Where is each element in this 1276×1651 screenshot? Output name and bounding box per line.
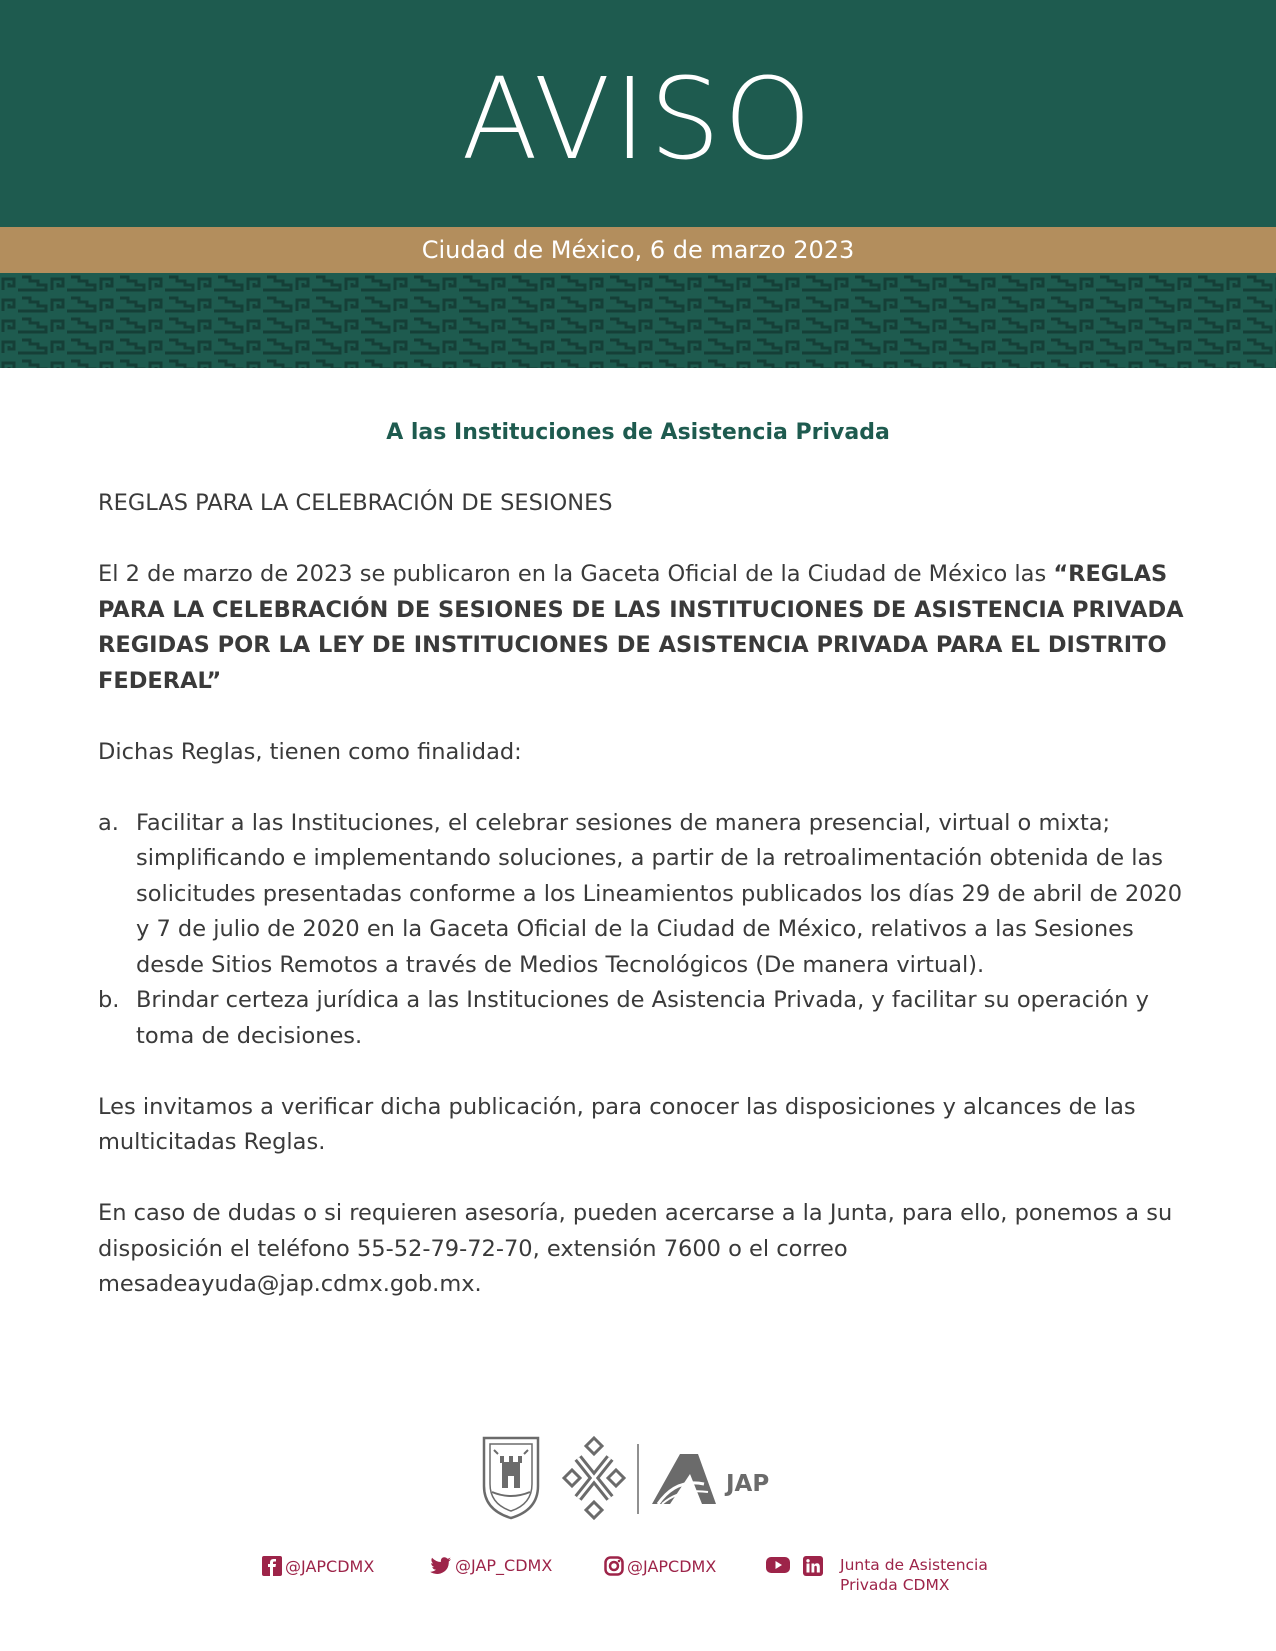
purpose-intro: Dichas Reglas, tienen como finalidad: — [98, 738, 522, 765]
footer-logos — [480, 1434, 820, 1524]
social-facebook[interactable] — [262, 1556, 374, 1576]
intro-text: El 2 de marzo de 2023 se publicaron en la Gaceta Oficial de la Ciudad de México las — [98, 561, 1047, 587]
list-item — [98, 806, 1188, 984]
decorative-pattern — [0, 273, 1276, 368]
social-youtube[interactable] — [766, 1556, 790, 1574]
list-item-text: Brindar certeza jurídica a las Instituciones de Asistencia Privada, y facilitar su operación y toma de decisiones. — [136, 987, 1149, 1049]
list-item — [98, 983, 1188, 1054]
youtube-icon — [766, 1556, 790, 1574]
social-handle: @JAPCDMX — [285, 1556, 375, 1576]
notice-heading: REGLAS PARA LA CELEBRACIÓN DE SESIONES — [98, 490, 613, 516]
social-linkedin[interactable] — [803, 1556, 823, 1576]
twitter-icon — [430, 1557, 452, 1575]
list-marker: b. — [98, 987, 120, 1013]
page-title: AVISO — [461, 55, 815, 185]
organization-name-line1: Junta de Asistencia — [840, 1556, 988, 1574]
rules-title: “REGLAS PARA LA CELEBRACIÓN DE SESIONES DE LAS INSTITUCIONES DE ASISTENCIA PRIVADA REGIDAS POR LA LEY DE INSTITUCIONES DE ASISTENCIA PRIVADA PARA EL DISTRITO FEDERAL” — [98, 561, 1184, 694]
cdmx-shield-icon — [484, 1438, 538, 1518]
social-handle: @JAPCDMX — [627, 1556, 717, 1576]
social-handle: @JAP_CDMX — [455, 1556, 553, 1575]
instagram-icon — [604, 1556, 624, 1576]
cdmx-emblem-icon — [564, 1438, 624, 1518]
list-marker: a. — [98, 809, 119, 836]
organization-name-line2: Privada CDMX — [840, 1576, 950, 1594]
jap-wordmark: JAP — [726, 1471, 770, 1497]
goals-list — [98, 806, 1188, 1055]
jap-logo-icon — [652, 1454, 716, 1504]
addressee-line: A las Instituciones de Asistencia Privada — [386, 420, 890, 445]
header-banner — [0, 0, 1276, 227]
intro-paragraph — [98, 557, 1188, 699]
notice-date: Ciudad de México, 6 de marzo 2023 — [421, 236, 855, 264]
organization-name — [840, 1555, 988, 1595]
social-footer — [0, 1556, 1276, 1596]
list-item-text: Facilitar a las Instituciones, el celebrar sesiones de manera presencial, virtual o mixta; simplificando e implementando soluciones, a partir de la retroalimentación obtenida de las solicitudes presentadas conforme a los Lineamientos publicados los días 29 de abril de 2020 y 7 de julio de 2020 en la Gaceta Oficial de la Ciudad de México, relativos a las Sesiones desde Sitios Remotos a través de Medios Tecnológicos (De manera virtual). — [136, 809, 1183, 978]
facebook-icon — [262, 1556, 282, 1576]
invitation-paragraph: Les invitamos a verificar dicha publicación, para conocer las disposiciones y alcances de las multicitadas Reglas. — [98, 1093, 1136, 1155]
social-twitter[interactable] — [430, 1556, 552, 1575]
linkedin-icon — [803, 1556, 823, 1576]
contact-paragraph: En caso de dudas o si requieren asesoría, pueden acercarse a la Junta, para ello, ponemos a su disposición el teléfono 55-52-79-72-70, extensión 7600 o el correo mesadeayuda@jap.cdmx.gob.mx. — [98, 1200, 1173, 1297]
social-instagram[interactable] — [604, 1556, 716, 1576]
notice-body — [98, 486, 1188, 1303]
